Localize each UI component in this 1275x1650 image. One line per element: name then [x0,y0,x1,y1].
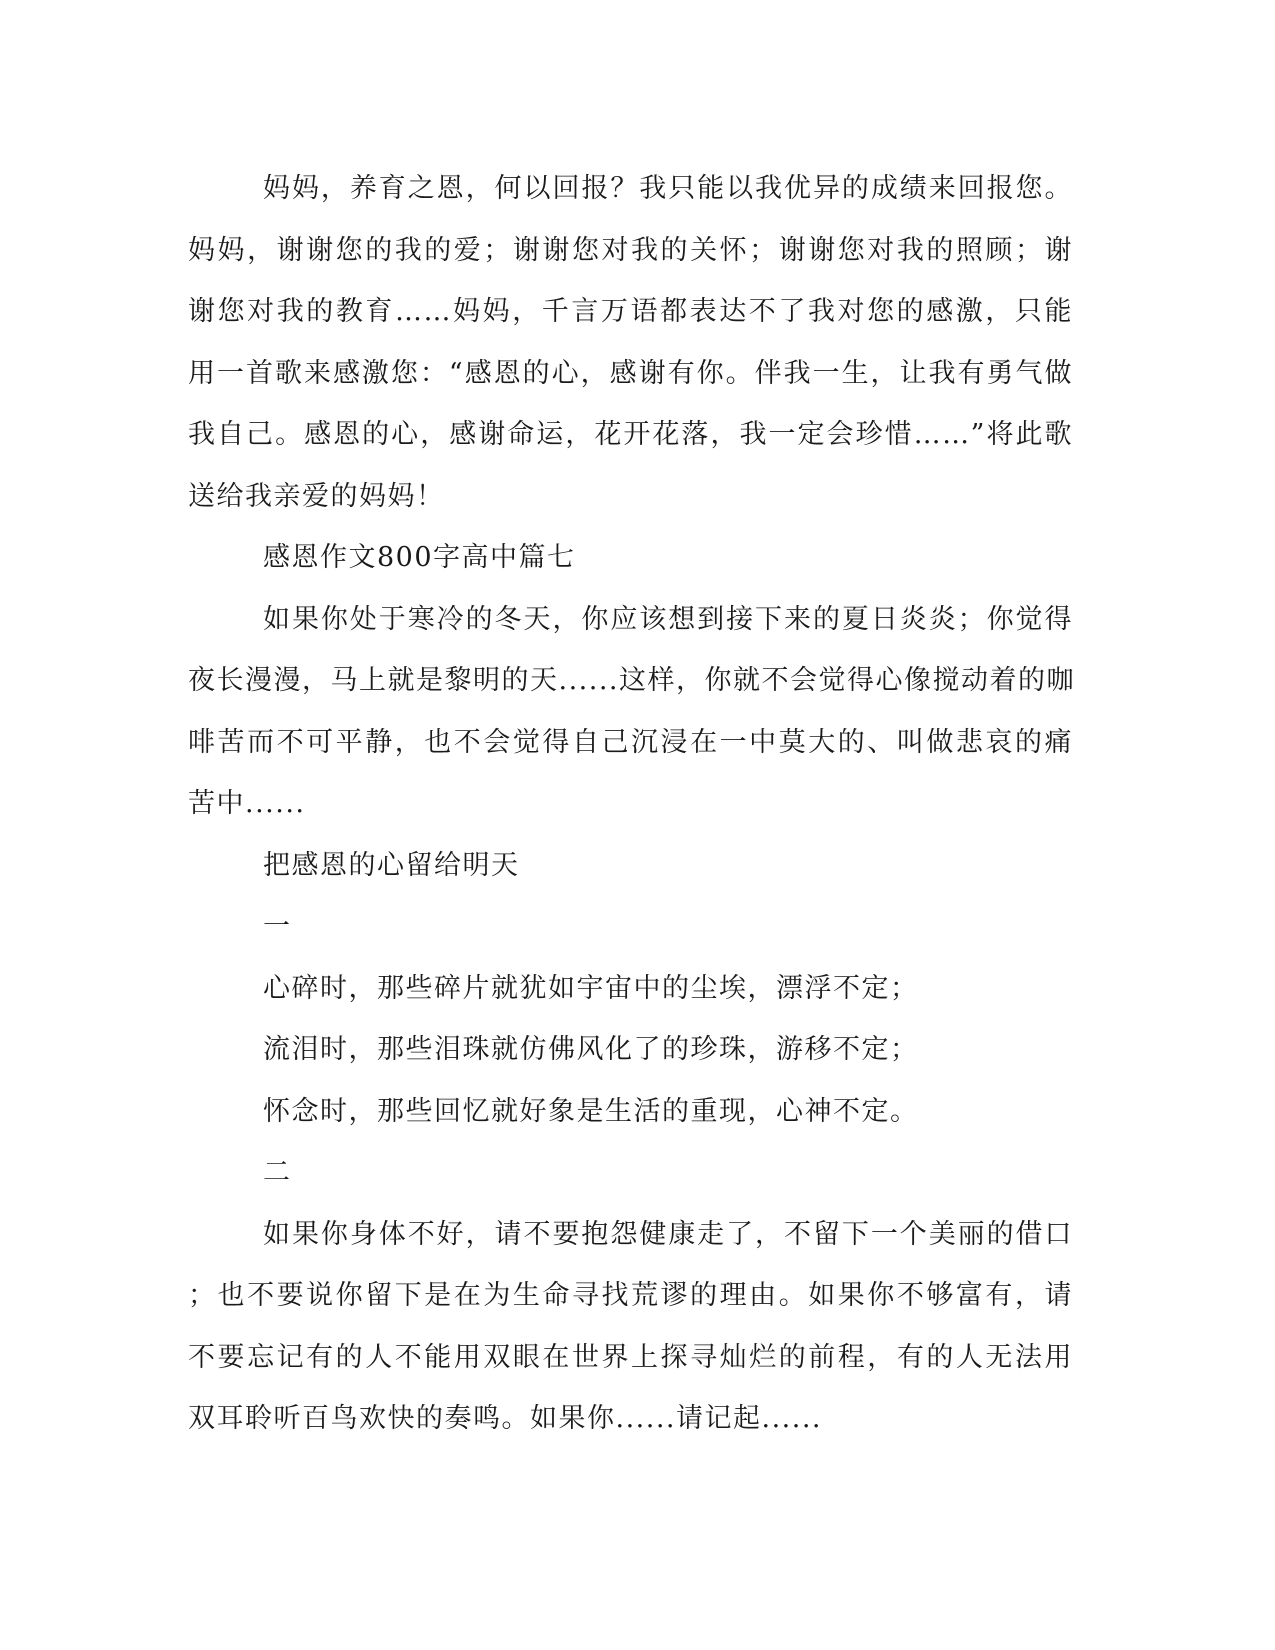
verse-text: 心碎时，那些碎片就犹如宇宙中的尘埃，漂浮不定； [263,972,919,1004]
paragraph-line: ；也不要说你留下是在为生命寻找荒谬的理由。如果你不够富有，请 [188,1280,1073,1311]
essay-title [188,835,1073,897]
paragraph-2 [188,589,1073,835]
verse-line-1 [188,958,1073,1020]
section-heading [188,527,1073,589]
paragraph-line: 啡苦而不可平静，也不会觉得自己沉浸在一中莫大的、叫做悲哀的痛 [188,726,1073,758]
paragraph-line: 如果你处于寒冷的冬天，你应该想到接下来的夏日炎炎；你觉得 [263,603,1073,635]
section-marker-1 [188,896,1073,958]
verse-text: 流泪时，那些泪珠就仿佛风化了的珍珠，游移不定； [263,1034,919,1065]
paragraph-1 [188,158,1073,527]
paragraph-line: 送给我亲爱的妈妈！ [188,480,445,512]
verse-line-2 [188,1019,1073,1081]
paragraph-line: 夜长漫漫，马上就是黎明的天......这样，你就不会觉得心像搅动着的咖 [188,665,1075,696]
verse-line-3 [188,1081,1073,1143]
section-marker-2 [188,1142,1073,1204]
heading-text: 感恩作文800字高中篇七 [263,542,576,573]
title-text: 把感恩的心留给明天 [263,849,520,881]
paragraph-line: 谢您对我的教育……妈妈，千言万语都表达不了我对您的感激，只能 [188,296,1073,327]
paragraph-line: 用一首歌来感激您：“感恩的心，感谢有你。伴我一生，让我有勇气做 [188,357,1073,389]
paragraph-line: 我自己。感恩的心，感谢命运，花开花落，我一定会珍惜……”将此歌 [188,419,1073,450]
section-number: 二 [263,1157,292,1188]
paragraph-line: 妈妈，谢谢您的我的爱；谢谢您对我的关怀；谢谢您对我的照顾；谢 [188,234,1073,266]
paragraph-line: 如果你身体不好，请不要抱怨健康走了，不留下一个美丽的借口 [263,1218,1073,1250]
paragraph-line: 双耳聆听百鸟欢快的奏鸣。如果你......请记起...... [188,1403,822,1434]
verse-text: 怀念时，那些回忆就好象是生活的重现，心神不定。 [263,1095,919,1127]
section-number: 一 [263,911,292,942]
paragraph-line: 妈妈，养育之恩，何以回报？我只能以我优异的成绩来回报您。 [263,173,1073,204]
document-body [188,158,1073,1450]
paragraph-3 [188,1204,1073,1450]
paragraph-line: 苦中...... [188,788,306,819]
paragraph-line: 不要忘记有的人不能用双眼在世界上探寻灿烂的前程，有的人无法用 [188,1341,1073,1373]
